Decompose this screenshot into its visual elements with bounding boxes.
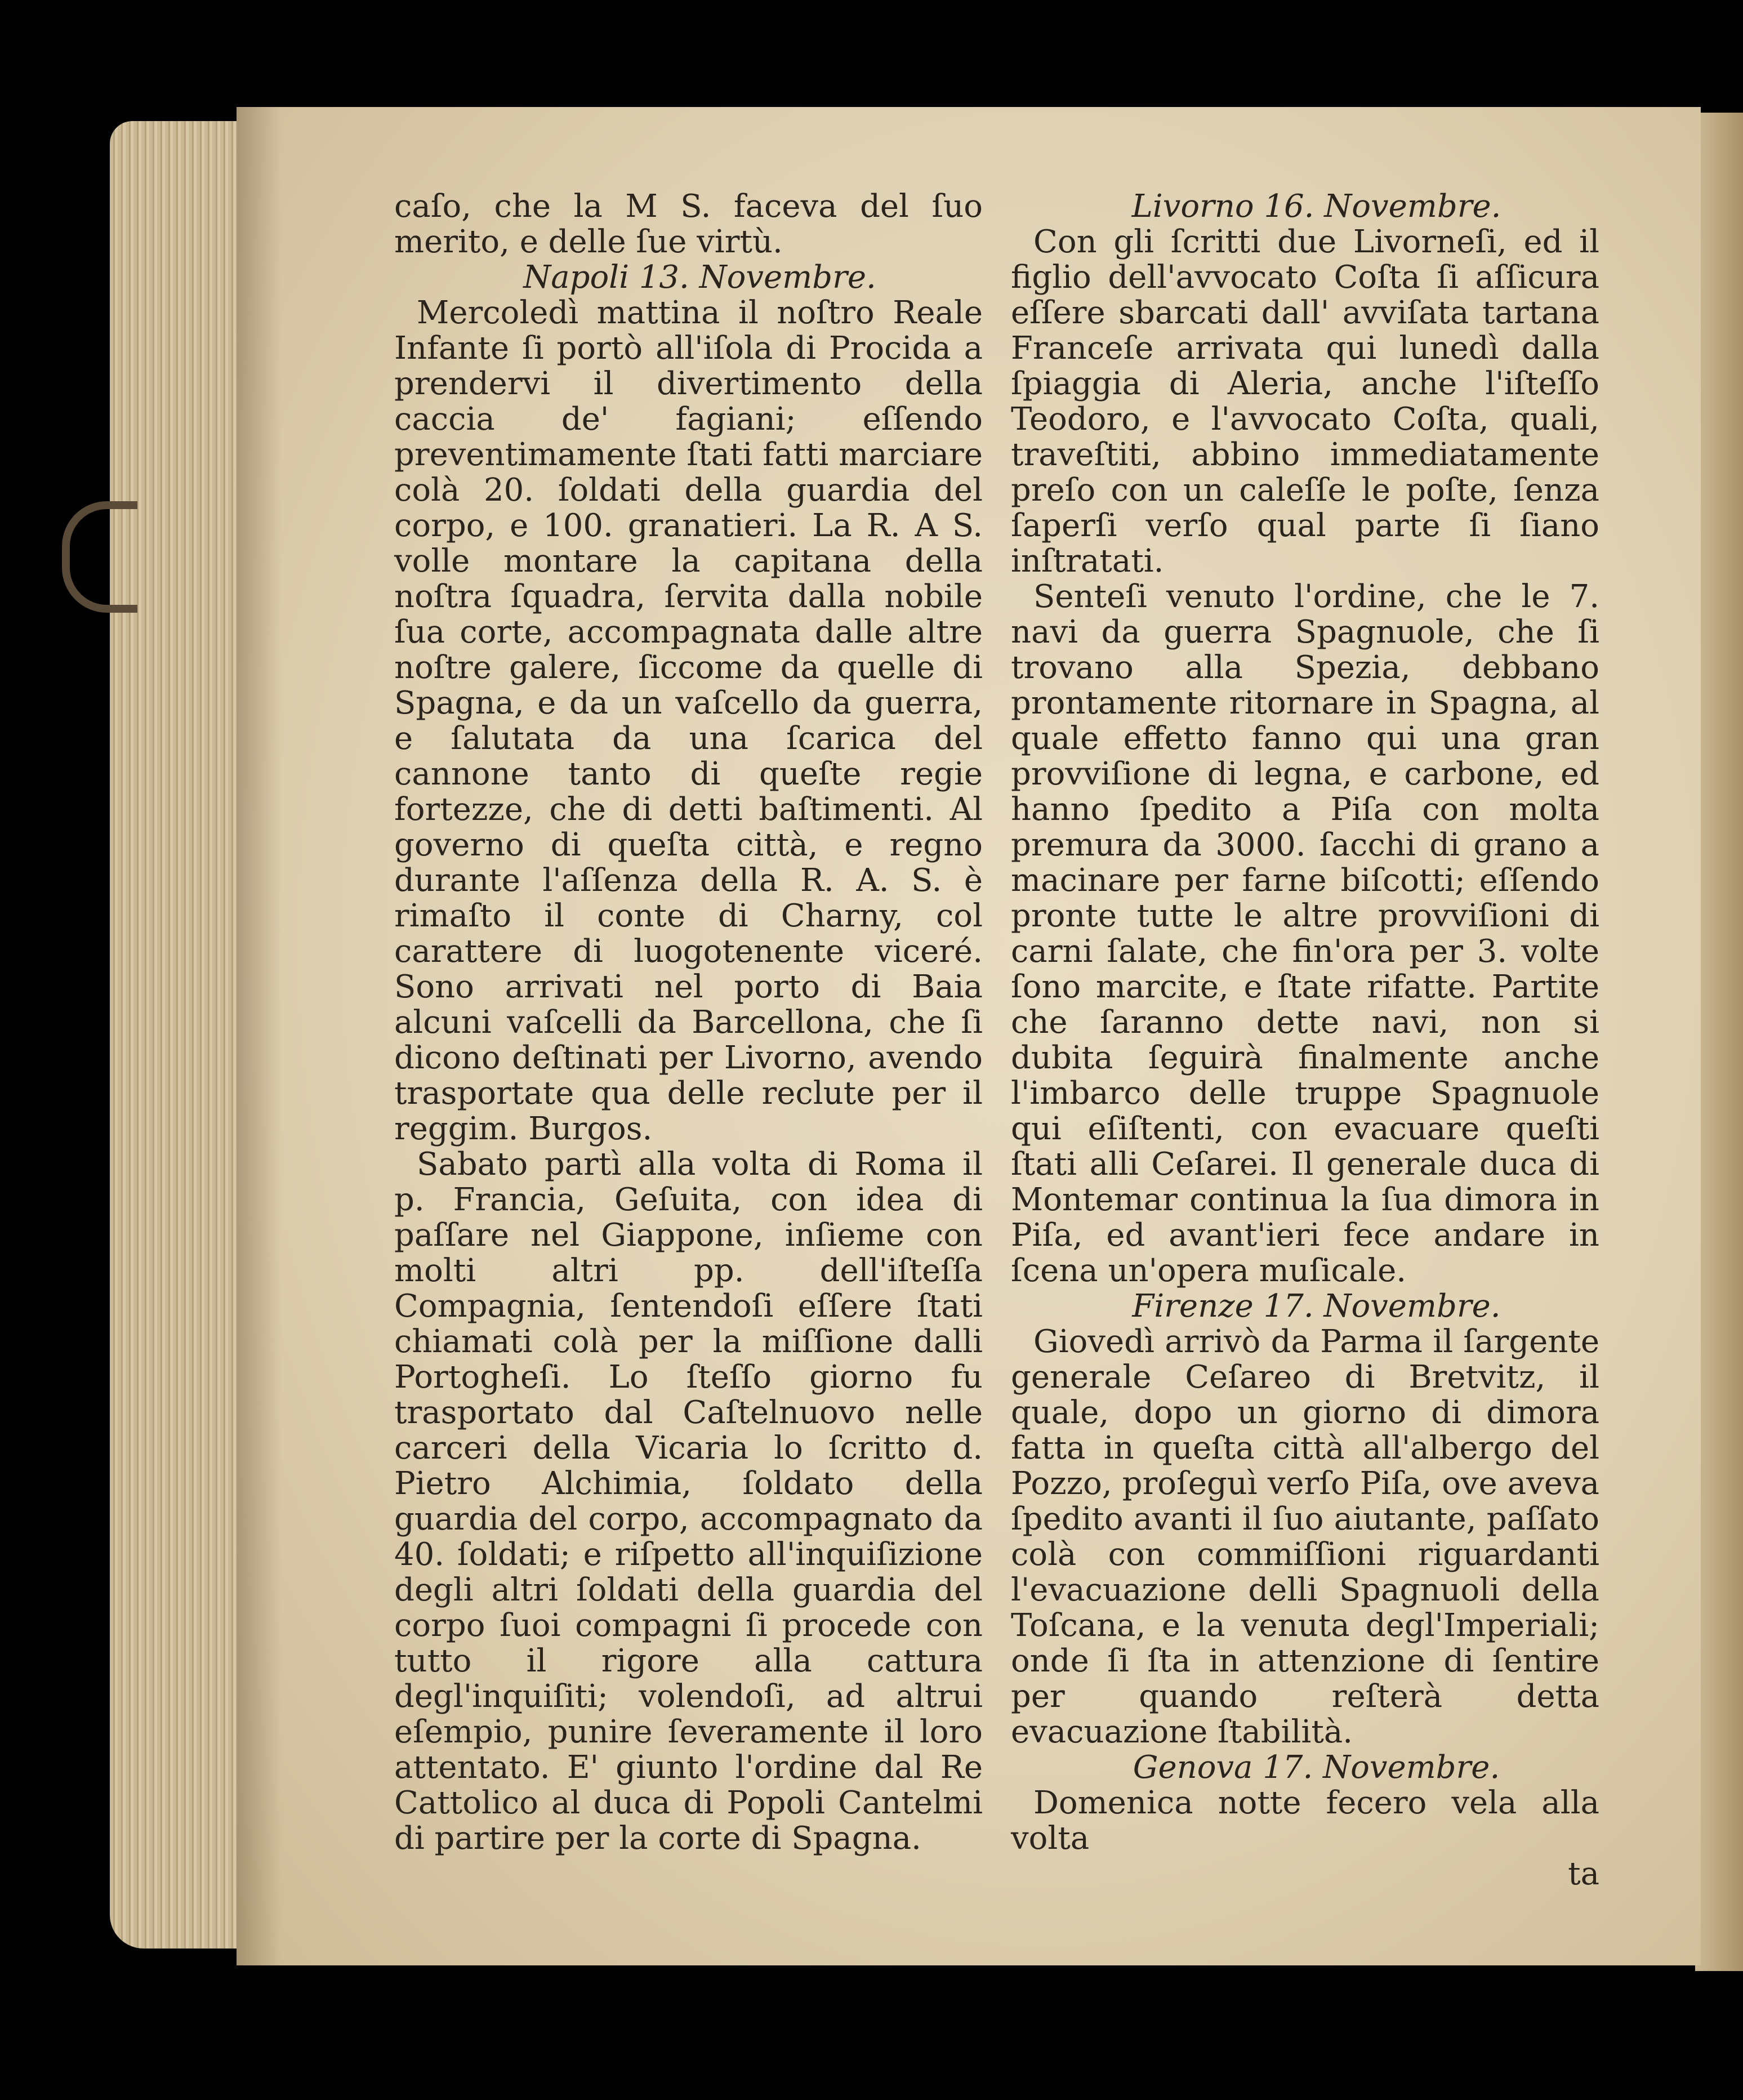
right-column <box>1011 189 1599 1892</box>
left-column <box>394 189 983 1856</box>
dateline-genova: Genova 17. Novembre. <box>1133 1749 1500 1786</box>
paragraph: Domenica notte fecero vela alla volta <box>1011 1785 1599 1857</box>
gutter-shadow <box>237 107 282 1965</box>
paragraph: Senteſi venuto l'ordine, che le 7. navi da guerra Spagnuole, che ſi trovano alla Spezia, debbano prontamente ritornare in Spagna, al quale effetto fanno qui una gran provviſione di legna, e carbone, ed hanno ſpedito a Piſa con molta premura da 3000. ſacchi di grano a macinare per farne biſcotti; eſſendo pronte tutte le altre provviſioni di carni ſalate, che fin'ora per 3. volte ſono marcite, e ſtate rifatte. Partite che ſaranno dette navi, non si dubita ſeguirà finalmente anche l'imbarco delle truppe Spagnuole qui eſiſtenti, con evacuare queſti ſtati alli Ceſarei. Il generale duca di Montemar continua la ſua dimora in Piſa, ed avant'ieri fece andare in ſcena un'opera muſicale. <box>1011 578 1599 1289</box>
book-page-edges <box>110 121 256 1949</box>
paragraph: Mercoledì mattina il noſtro Reale Infante ſi portò all'iſola di Procida a prendervi il divertimento della caccia de' fagiani; eſſendo preventimamente ſtati fatti marciare colà 20. ſoldati della guardia del corpo, e 100. granatieri. La R. A S. volle montare la capitana della noſtra ſquadra, ſervita dalla nobile ſua corte, accompagnata dalle altre noſtre galere, ſiccome da quelle di Spagna, e da un vaſcello da guerra, e ſalutata da una ſcarica del cannone tanto di queſte regie fortezze, che di detti baſtimenti. Al governo di queſta città, e regno durante l'aſſenza della R. A. S. è rimaſto il conte di Charny, col carattere di luogotenente viceré. Sono arrivati nel porto di Baia alcuni vaſcelli da Barcellona, che ſi dicono deſtinati per Livorno, avendo trasportate qua delle reclute per il reggim. Burgos. <box>394 295 983 1147</box>
facing-page-edge <box>1695 113 1743 1971</box>
dateline-livorno: Livorno 16. Novembre. <box>1131 188 1501 225</box>
dateline-napoli: Napoli 13. Novembre. <box>523 259 876 296</box>
binding-string <box>62 501 137 613</box>
paragraph: Con gli ſcritti due Livorneſi, ed il figlio dell'avvocato Coſta ſi aſſicura eſſere sbarcati dall' avviſata tartana Franceſe arrivata qui lunedì dalla ſpiaggia di Aleria, anche l'iſteſſo Teodoro, e l'avvocato Coſta, quali, traveſtiti, abbino immediatamente preſo con un caleſſe le poſte, ſenza ſaperſi verſo qual parte ſi ſiano inſtratati. <box>1011 224 1599 579</box>
opening-text: caſo, che la M S. faceva del ſuo merito, e delle ſue virtù. <box>394 188 983 260</box>
paragraph: Giovedì arrivò da Parma il ſargente generale Ceſareo di Bretvitz, il quale, dopo un giorno di dimora fatta in queſta città all'albergo del Pozzo, proſeguì verſo Piſa, ove aveva ſpedito avanti il ſuo aiutante, paſſato colà con commiſſioni riguardanti l'evacuazione delli Spagnuoli della Toſcana, e la venuta degl'Imperiali; onde ſi ſta in attenzione di ſentire per quando reſterà detta evacuazione ſtabilità. <box>1011 1323 1599 1750</box>
dateline-firenze: Firenze 17. Novembre. <box>1132 1288 1501 1325</box>
catchword: ta <box>1568 1856 1599 1892</box>
paragraph: Sabato partì alla volta di Roma il p. Francia, Geſuita, con idea di paſſare nel Giappone, inſieme con molti altri pp. dell'iſteſſa Compagnia, ſentendoſi eſſere ſtati chiamati colà per la miſſione dalli Portogheſi. Lo ſteſſo giorno fu trasportato dal Caſtelnuovo nelle carceri della Vicaria lo ſcritto d. Pietro Alchimia, ſoldato della guardia del corpo, accompagnato da 40. ſoldati; e riſpetto all'inquiſizione degli altri ſoldati della guardia del corpo ſuoi compagni ſi procede con tutto il rigore alla cattura degl'inquiſiti; volendoſi, ad altrui eſempio, punire ſeveramente il loro attentato. E' giunto l'ordine dal Re Cattolico al duca di Popoli Cantelmi di partire per la corte di Spagna. <box>394 1146 983 1857</box>
